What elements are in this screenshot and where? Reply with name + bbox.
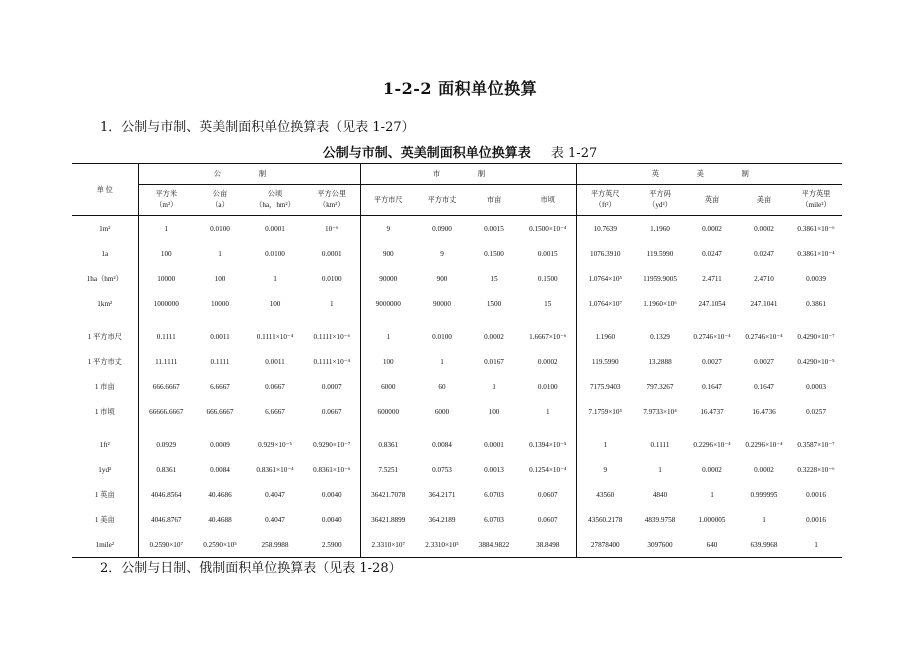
table-cell: 0.0016 [806,515,826,524]
table-cell: 0.9290×10⁻⁷ [313,441,351,449]
table-cell: 6.6667 [265,407,285,416]
table-cell: 900 [360,241,416,266]
spacer-cell [468,316,520,324]
table-cell: 66666.6667 [138,399,194,424]
table-cell: 119.5990 [646,249,674,258]
table-cell: 0.0753 [432,465,452,474]
table-cell: 40.4686 [208,490,232,499]
table-cell: 0.0001 [484,440,504,449]
row-label: 1yd² [98,465,112,474]
column-header-row [72,185,842,216]
spacer-cell [790,316,842,324]
table-cell: 1 [273,274,277,283]
spacer-cell [360,316,416,324]
table-row [72,532,842,558]
table-cell: 7175.9403 [576,374,634,399]
table-cell: 0.0084 [432,440,452,449]
column-header: 平方英里 （mile²） [790,185,842,216]
table-cell: 0.0040 [321,490,342,499]
column-header: 平方英尺 （ft²） [576,185,634,216]
table-cell: 11959.9005 [643,274,677,283]
table-cell: 0.1111×10⁻⁴ [313,358,350,366]
column-header: 公亩 （a） [194,185,246,216]
column-header: 平方码 （yd²） [634,185,686,216]
table-cell: 0.0007 [321,382,342,391]
group-metric: 公 制 [138,164,360,185]
spacer-cell [520,424,576,432]
table-cell: 1000000 [138,291,194,316]
table-cell: 36421.8899 [360,507,416,532]
section-title: 1-2-2 面积单位换算 [382,79,538,98]
table-row [72,241,842,266]
table-cell: 90000 [433,299,451,308]
block-spacer [72,316,842,324]
table-cell: 0.4047 [265,515,285,524]
spacer-cell [790,424,842,432]
paragraph-table-1-28-intro: 2．公制与日制、俄制面积单位换算表（见表 1-28） [100,561,402,576]
table-cell: 6000 [360,374,416,399]
spacer-cell [138,424,194,432]
table-cell: 0.3861×10⁻⁴ [797,250,835,258]
table-cell: 0.3228×10⁻⁶ [797,466,835,474]
table-cell: 1 [710,490,714,499]
table-row [72,432,842,457]
table-cell: 38.8498 [520,532,576,558]
table-cell: 0.0003 [806,382,826,391]
table-cell: 16.4737 [700,407,724,416]
table-cell: 2.3310×10⁵ [416,532,468,558]
table-cell: 1 [545,407,550,416]
table-cell: 100 [488,407,500,416]
spacer-cell [634,424,686,432]
table-cell: 1 [440,357,444,366]
table-cell: 258.9988 [246,532,304,558]
table-cell: 0.0002 [484,332,504,341]
table-cell: 0.2296×10⁻⁴ [745,441,783,449]
table-cell: 0.0247 [702,249,722,258]
table-cell: 0.3861×10⁻⁶ [797,225,835,233]
spacer-cell [416,316,468,324]
table-cell: 0.1111 [650,440,670,449]
table-cell: 0.4290×10⁻⁵ [797,358,835,366]
column-header: 市顷 [520,185,576,216]
table-cell: 1 [576,432,634,457]
column-header: 市亩 [468,185,520,216]
table-cell: 6.0703 [484,490,504,499]
table-cell: 0.0011 [210,332,230,341]
table-row [72,399,842,424]
table-cell: 0.3587×10⁻⁷ [797,441,835,449]
table-cell: 364.2171 [428,490,456,499]
table-cell: 3097600 [634,532,686,558]
table-caption [0,142,920,161]
table-cell: 0.0084 [210,465,230,474]
table-cell: 13.2888 [648,357,672,366]
table-cell: 0.8361×10⁻⁴ [256,466,294,474]
table-cell: 0.4047 [265,490,285,499]
table-cell: 0.2746×10⁻⁴ [693,333,731,341]
table-cell: 100 [269,299,281,308]
table-cell: 10000 [211,299,229,308]
table-cell: 0.1111 [210,357,230,366]
table-cell: 1 [790,532,842,558]
spacer-cell [246,316,304,324]
spacer-cell [686,316,738,324]
table-cell: 16.4736 [752,407,776,416]
spacer-cell [576,424,634,432]
table-cell: 0.2746×10⁻⁴ [745,333,783,341]
table-cell: 3884.9822 [468,532,520,558]
column-header: 平方市尺 [360,185,416,216]
spacer-cell [72,316,138,324]
table-cell: 0.0002 [754,224,774,233]
table-cell: 1.1960 [650,224,670,233]
table-cell: 0.4290×10⁻⁷ [797,333,835,341]
table-row [72,324,842,349]
spacer-cell [576,316,634,324]
spacer-cell [138,316,194,324]
table-cell: 2.5900 [304,532,360,558]
table-cell: 639.9968 [738,532,790,558]
spacer-cell [194,316,246,324]
table-cell: 100 [360,349,416,374]
table-cell: 0.0929 [138,432,194,457]
table-cell: 0.0001 [321,249,342,258]
table-cell: 4839.9758 [644,515,676,524]
table-cell: 0.2296×10⁻⁴ [693,441,731,449]
table-cell: 0.0167 [484,357,504,366]
row-label: 1km² [97,299,113,308]
table-cell: 27878400 [576,532,634,558]
table-cell: 0.0027 [754,357,774,366]
area-conversion-table [72,163,842,558]
table-cell: 6.0703 [484,515,504,524]
table-cell: 0.1254×10⁻⁴ [529,466,567,474]
spacer-cell [738,424,790,432]
spacer-cell [72,424,138,432]
row-label: 1 市顷 [94,407,115,416]
table-cell: 0.0607 [537,515,558,524]
table-cell: 1.6667×10⁻⁶ [529,333,567,341]
table-cell: 9 [440,249,444,258]
row-label: 1a [101,249,109,258]
table-cell: 2.3310×10⁷ [360,532,416,558]
table-cell: 0.0040 [321,515,342,524]
row-label: 1 平方市尺 [87,332,122,341]
spacer-cell [360,424,416,432]
table-cell: 0.0002 [702,465,722,474]
table-cell: 1.0764×10⁷ [576,291,634,316]
spacer-cell [520,316,576,324]
table-cell: 0.0100 [537,382,558,391]
unit-header: 单 位 [72,164,138,216]
table-cell: 0.1500 [484,249,504,258]
spacer-cell [304,424,360,432]
column-header: 公顷 （ha，hm²） [246,185,304,216]
table-cell: 0.2590×10⁵ [194,532,246,558]
table-cell: 0.0015 [484,224,504,233]
spacer-cell [686,424,738,432]
table-cell: 0.0667 [265,382,285,391]
table-cell: 2.4710 [754,274,774,283]
table-cell: 0.8361 [360,432,416,457]
table-cell: 36421.7078 [360,482,416,507]
table-cell: 1500 [486,299,502,308]
table-cell: 0.1394×10⁻⁵ [529,441,567,449]
table-cell: 43560 [576,482,634,507]
table-cell: 0.8361×10⁻⁶ [313,466,351,474]
row-label: 1 英亩 [94,490,115,499]
table-cell: 0.0002 [754,465,774,474]
paragraph-table-1-27-intro: 1．公制与市制、英美制面积单位换算表（见表 1-27） [100,120,415,135]
spacer-cell [304,316,360,324]
table-cell: 0.0002 [702,224,722,233]
table-row [72,457,842,482]
table-caption-title: 公制与市制、英美制面积单位换算表 [322,146,531,161]
table-cell: 4046.8767 [138,507,194,532]
table-cell: 0.2590×10⁷ [138,532,194,558]
table-cell: 0.0011 [265,357,285,366]
table-cell: 666.6667 [206,407,234,416]
table-cell: 1 [762,515,766,524]
table-cell: 0.0002 [537,357,558,366]
table-cell: 0.1329 [650,332,670,341]
table-cell: 10.7639 [576,216,634,242]
table-cell: 364.2189 [428,515,456,524]
spacer-cell [246,424,304,432]
row-label: 1m² [99,224,111,233]
table-cell: 0.1647 [754,382,774,391]
table-cell: 6000 [434,407,450,416]
column-header: 平方米 （m²） [138,185,194,216]
table-cell: 0.929×10⁻⁵ [258,441,292,449]
table-cell: 9 [360,216,416,242]
table-row [72,374,842,399]
column-header: 平方市丈 [416,185,468,216]
table-cell: 0.0667 [321,407,342,416]
table-cell: 1.0764×10⁵ [576,266,634,291]
table-cell: 9000000 [360,291,416,316]
table-cell: 10000 [138,266,194,291]
table-cell: 0.8361 [138,457,194,482]
table-cell: 0.0027 [702,357,722,366]
table-cell: 0.0247 [754,249,774,258]
table-cell: 0.3861 [806,299,826,308]
table-cell: 119.5990 [576,349,634,374]
column-header: 英亩 [686,185,738,216]
table-cell: 900 [436,274,448,283]
table-cell: 1 [329,299,334,308]
table-row [72,291,842,316]
table-cell: 0.1500 [537,274,558,283]
table-cell: 15 [490,274,498,283]
table-cell: 600000 [360,399,416,424]
table-cell: 9 [576,457,634,482]
table-cell: 247.1041 [750,299,778,308]
table-caption-number: 表 1-27 [550,146,598,161]
table-row [72,216,842,242]
row-label: 1 市亩 [94,382,115,391]
table-cell: 1.1960×10⁶ [643,299,677,308]
table-cell: 4046.8564 [138,482,194,507]
table-cell: 6.6667 [210,382,230,391]
table-cell: 0.0039 [806,274,826,283]
table-cell: 0.0013 [484,465,504,474]
table-cell: 0.0009 [210,440,230,449]
table-cell: 640 [686,532,738,558]
group-imperial: 英 美 制 [576,164,842,185]
table-cell: 0.1111 [138,324,194,349]
group-market: 市 制 [360,164,576,185]
table-cell: 1 [138,216,194,242]
table-cell: 10⁻⁶ [325,225,339,233]
table-cell: 7.9733×10⁴ [643,407,677,416]
table-row [72,507,842,532]
block-spacer [72,424,842,432]
table-row [72,266,842,291]
table-cell: 0.0016 [806,490,826,499]
spacer-cell [738,316,790,324]
row-label: 1ft² [99,440,110,449]
table-cell: 666.6667 [138,374,194,399]
spacer-cell [416,424,468,432]
table-cell: 0.0100 [210,224,230,233]
table-cell: 0.0001 [265,224,285,233]
table-cell: 0.0257 [806,407,826,416]
table-cell: 0.1500×10⁻⁴ [529,225,567,233]
table-cell: 40.4688 [208,515,232,524]
column-header: 美亩 [738,185,790,216]
table-cell: 2.4711 [702,274,722,283]
table-cell: 11.1111 [138,349,194,374]
table-row [72,482,842,507]
table-cell: 0.0607 [537,490,558,499]
table-body [72,216,842,558]
column-header: 平方公里 （km²） [304,185,360,216]
table-cell: 100 [214,274,226,283]
table-cell: 7.1759×10⁵ [576,399,634,424]
spacer-cell [634,316,686,324]
table-cell: 1.000005 [698,515,726,524]
table-cell: 0.1111×10⁻⁴ [256,333,294,341]
table-cell: 0.1111×10⁻⁶ [313,333,350,341]
table-cell: 0.0100 [432,332,452,341]
table-cell: 1.1960 [576,324,634,349]
table-cell: 1 [218,249,222,258]
table-cell: 0.1647 [702,382,722,391]
table-cell: 0.0100 [265,249,285,258]
table-cell: 797.3267 [646,382,674,391]
row-label: 1ha（hm²） [86,274,123,283]
table-cell: 0.0900 [432,224,452,233]
table-cell: 0.999995 [750,490,778,499]
table-row [72,349,842,374]
table-cell: 15 [544,299,552,308]
row-label: 1mile² [72,532,138,558]
table-cell: 1 [658,465,662,474]
table-cell: 100 [138,241,194,266]
table-cell: 0.0015 [537,249,558,258]
table-cell: 247.1054 [698,299,726,308]
table-cell: 4840 [652,490,668,499]
table-cell: 1 [492,382,496,391]
spacer-cell [194,424,246,432]
table-cell: 0.0100 [321,274,342,283]
table-cell: 60 [438,382,446,391]
table-cell: 1076.3910 [576,241,634,266]
table-cell: 90000 [360,266,416,291]
row-label: 1 平方市丈 [87,357,122,366]
table-cell: 7.5251 [360,457,416,482]
table-cell: 1 [360,324,416,349]
table-cell: 43560.2178 [576,507,634,532]
spacer-cell [468,424,520,432]
row-label: 1 美亩 [94,515,115,524]
